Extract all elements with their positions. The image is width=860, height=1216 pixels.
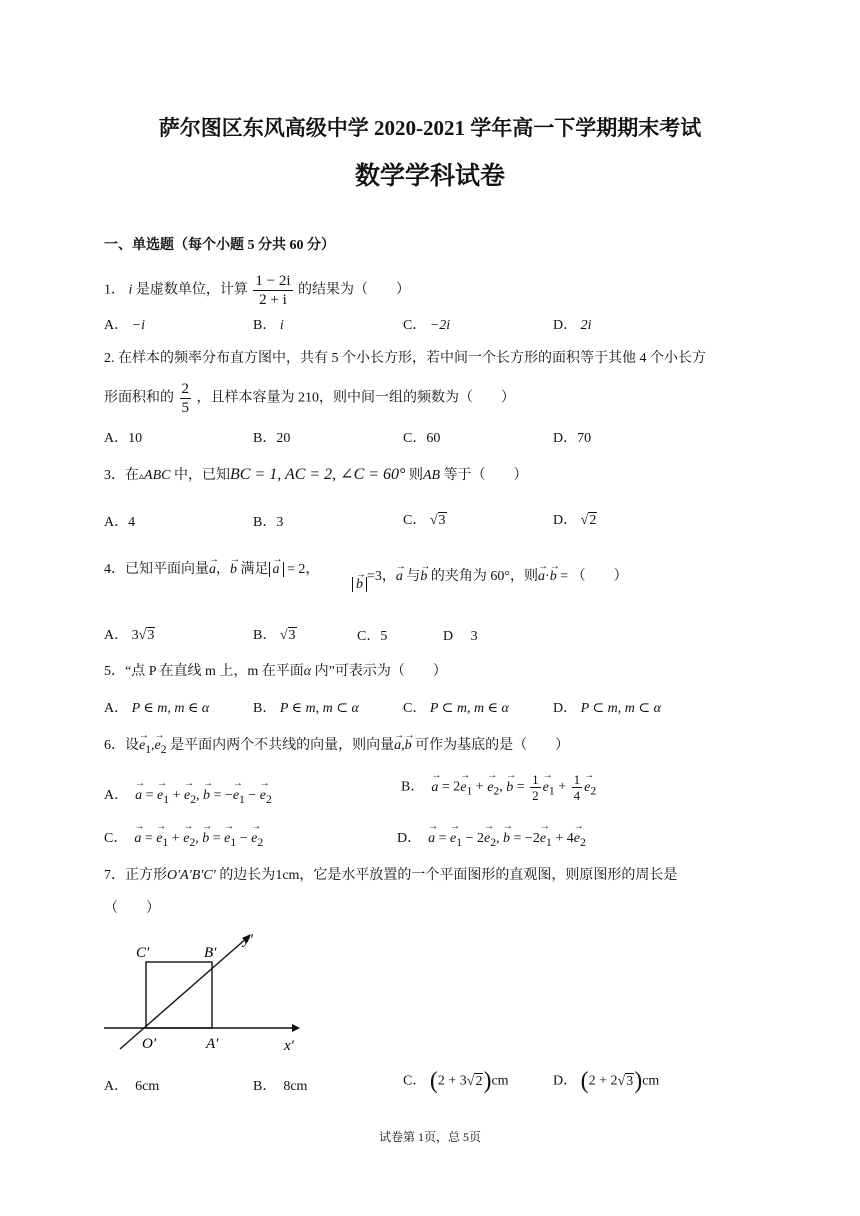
sqrt-symbol: √3 [429,513,446,528]
q4-option-a: A． 3√3 [104,628,155,643]
question-7: 7．正方形O′A′B′C′ 的边长为1cm，它是水平放置的一个平面图形的直观图，则原图形的周长是 [104,868,678,883]
q2-line2-post: ，且样本容量为 210，则中间一组的频数为（ ） [196,390,515,406]
q2-line2-pre: 形面积和的 [104,390,174,406]
q2-option-a: A．10 [104,431,143,446]
q5-option-a: A． P ∈ m, m ∈ α [104,701,210,716]
q7-option-b: B． 8cm [253,1079,308,1094]
q4-option-d: D 3 [443,629,478,644]
q1-var: i [128,282,133,298]
question-6: 6．设→ $e_1,\to e_2$ 是平面内两个不共线的向量，则向量→ a,→ b 可作为基底的是（ ） [104,736,569,760]
label-a: A′ [206,1036,219,1052]
question-1 [104,272,410,309]
label-y: y′ [243,932,253,948]
q2-line-2 [104,380,515,417]
q1-frac-den: 2 + i [259,292,287,308]
exam-title: 萨尔图区东风高级中学 2020-2021 学年高一下学期期末考试 [158,116,702,140]
q3-condition: BC = 1, AC = 2, ∠C = 60° [229,466,406,483]
q1-frac-num: 1 − 2i [255,273,291,289]
label-o: O′ [142,1036,157,1052]
q6-option-d: D． → a = → $e_1 - 2\to e_2$, → $b = -2\to e_1 + 4\to e_2$ [397,827,586,849]
q2-frac-num: 2 [181,381,189,397]
q1-option-c: C． −2i [403,318,451,333]
label-b: B′ [204,945,217,961]
oblique-square-diagram [100,925,310,1055]
q1-option-d: D． 2i [553,318,592,333]
q4-option-c: C．5 [357,629,388,644]
question-4-cont: → b=3，→ a 与→ b 的夹角为 60°，则→ a·→ b = （ ） [352,567,628,587]
q2-line-1: 2. 在样本的频率分布直方图中，共有 5 个小长方形，若中间一个长方形的面积等于其他 4 个小长方 [104,351,706,366]
x-axis-arrow [292,1024,300,1032]
q5-option-d: D． P ⊂ m, m ⊂ α [553,701,661,716]
question-5: 5．“点 P 在直线 m 上，m 在平面α 内”可表示为（ ） [104,664,447,679]
q5-option-b: B． P ∈ m, m ⊂ α [253,701,359,716]
q1-number: 1． [104,282,125,298]
q6-option-c: C． → a = → $e_1$ + → $e_2$, → b = → $e_1$ − → $e_2$ [104,827,263,849]
q4-option-b: B． √3 [253,628,296,643]
q7-option-d: D． (2 + 2√3)cm [553,1068,660,1094]
q3-option-c: C． √3 [403,513,446,528]
q3-option-a: A．4 [104,515,136,530]
q1-post: 的结果为（ ） [298,282,411,298]
section-title: 一、单选题（每个小题 5 分共 60 分） [104,238,335,253]
q3-option-b: B．3 [253,515,284,530]
sqrt-symbol: √2 [580,513,597,528]
q7-paren: （ ） [104,901,160,916]
q2-fraction [180,380,192,417]
q2-option-d: D．70 [553,431,592,446]
label-c: C′ [136,945,150,961]
q1-pre: 是虚数单位，计算 [135,282,248,298]
q1-option-a: A． −i [104,318,145,333]
q6-option-b: B． → $a = 2\to e_1$ + → $e_2$, → b = $\frac{1}{2}$ → $e_1$ + $\frac{1}{4}$ → $e_2$ [401,772,596,803]
question-4: 4．已知平面向量→ a，→ b 满足→ a = 2， [104,560,319,580]
q2-frac-den: 5 [181,400,189,416]
q2-option-c: C．60 [403,431,441,446]
q7-option-c: C． (2 + 3√2)cm [403,1068,509,1094]
q2-option-b: B．20 [253,431,291,446]
question-3: 3．在▵ABC 中，已知BC = 1, AC = 2, ∠C = 60° 则AB 等于（ ） [104,466,528,483]
exam-subtitle: 数学学科试卷 [354,163,505,190]
page-footer: 试卷第 1页，总 5页 [378,1130,481,1144]
q1-option-b: B． i [253,318,284,333]
q5-option-c: C． P ⊂ m, m ∈ α [403,701,509,716]
q7-option-a: A． 6cm [104,1079,160,1094]
label-x: x′ [284,1038,294,1054]
q3-option-d: D． √2 [553,513,597,528]
q6-option-a: A． → a = → $e_1$ + → $e_2$, → b = −→ $e_1$ − → $e_2$ [104,784,272,806]
q1-fraction [253,272,292,309]
